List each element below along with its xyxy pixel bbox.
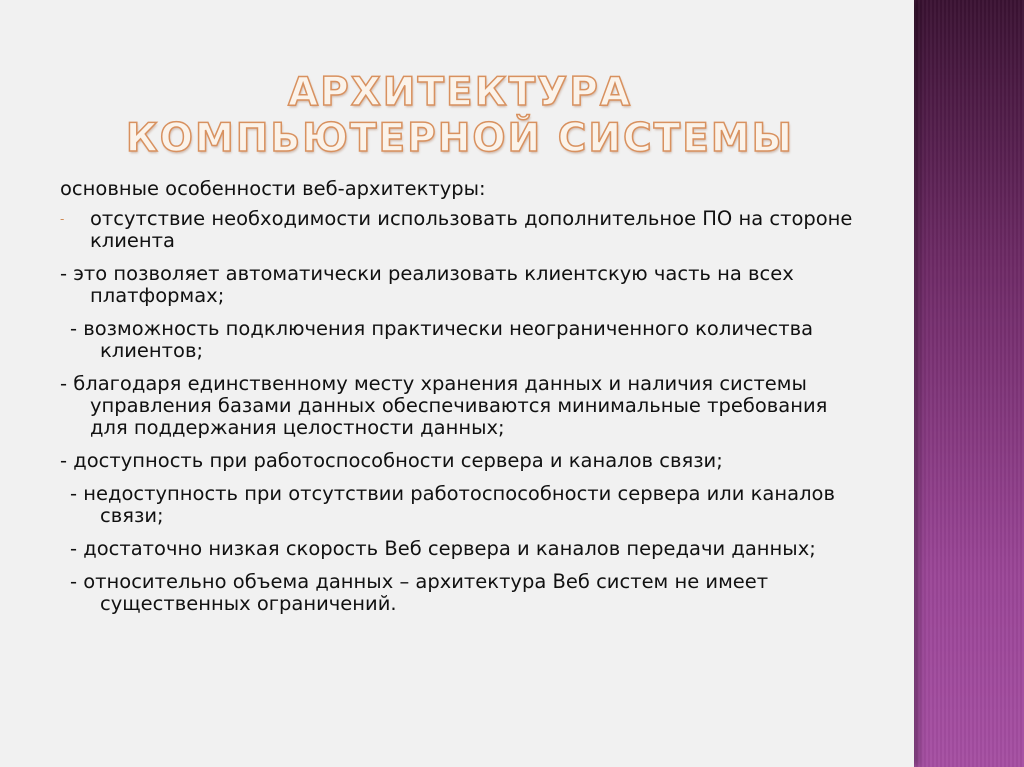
intro-text: основные особенности веб-архитектуры:	[60, 177, 486, 200]
list-item: - это позволяет автоматически реализовать клиентскую часть на всех платформах;	[60, 262, 794, 307]
decorative-side-band	[914, 0, 1024, 767]
slide-title: АРХИТЕКТУРА КОМПЬЮТЕРНОЙ СИСТЕМЫ	[125, 70, 795, 161]
list-item	[60, 208, 860, 252]
list-item: - возможность подключения практически неограниченного количества клиентов;	[70, 317, 814, 362]
list-item-text: отсутствие необходимости использовать дополнительное ПО на стороне клиента	[90, 207, 853, 252]
list-item: - недоступность при отсутствии работоспособности сервера или каналов связи;	[70, 482, 835, 527]
list-item: - относительно объема данных – архитектура Веб систем не имеет существенных ограничений.	[70, 570, 769, 615]
list-item: - благодаря единственному месту хранения данных и наличия системы управления базами данных обеспечиваются минимальные требования для поддержания целостности данных;	[60, 372, 828, 439]
list-item: - достаточно низкая скорость Веб сервера и каналов передачи данных;	[70, 537, 816, 560]
bullet-marker: -	[60, 212, 65, 226]
slide-body	[60, 178, 860, 626]
list-item: - доступность при работоспособности сервера и каналов связи;	[60, 449, 723, 472]
